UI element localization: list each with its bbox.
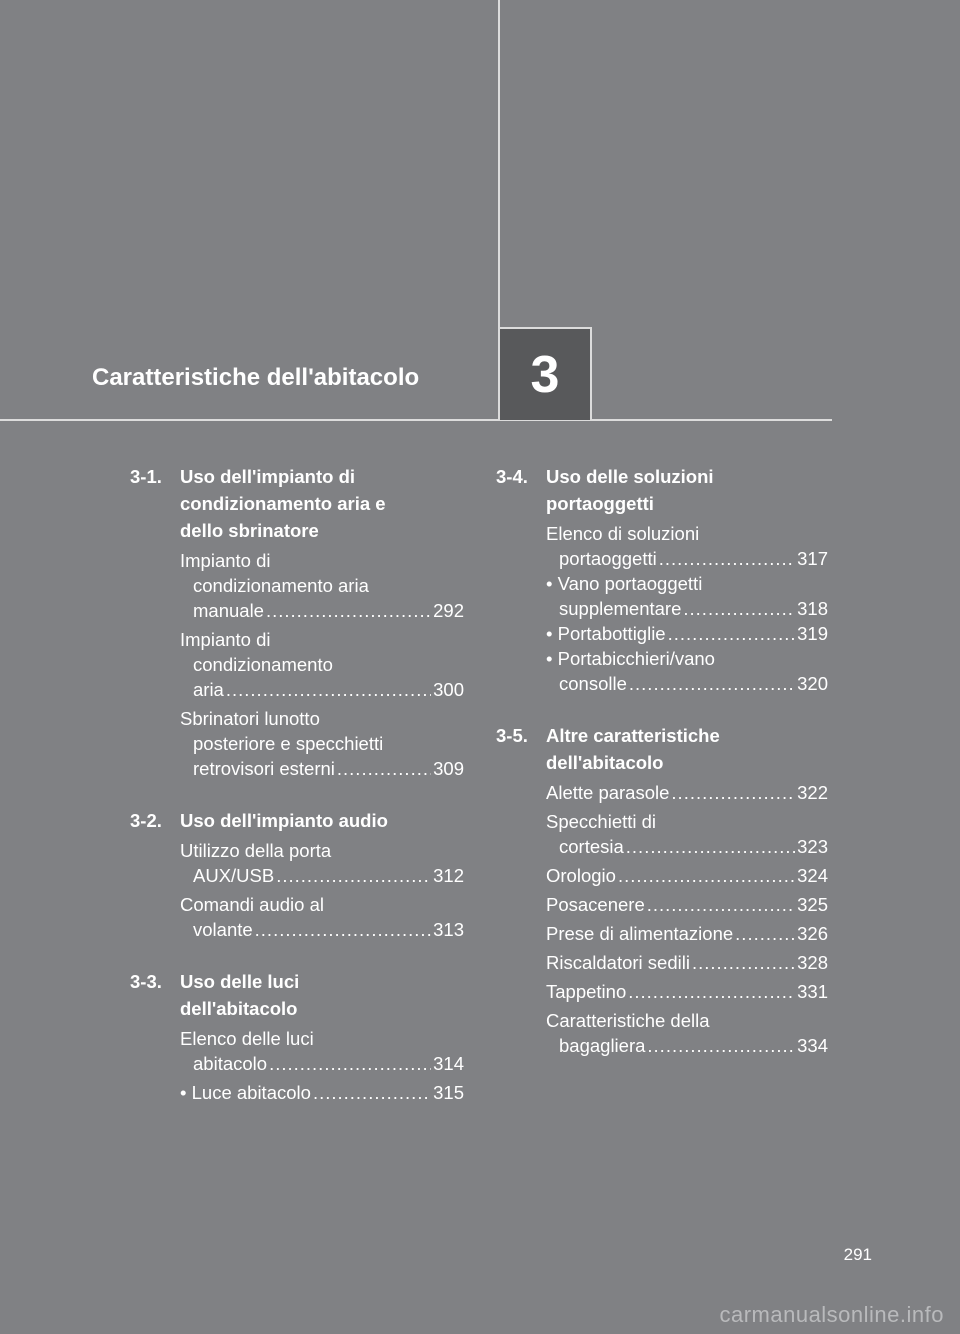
entry-page-number: 312 bbox=[433, 865, 464, 886]
entry-line bbox=[546, 646, 828, 671]
entry-page-number: 328 bbox=[797, 952, 828, 973]
entry-text: Caratteristiche della bbox=[546, 1010, 710, 1031]
entry-line bbox=[180, 627, 464, 652]
entry-text: Comandi audio al bbox=[180, 894, 324, 915]
chapter-number-tab bbox=[498, 327, 592, 420]
entry-page-number: 318 bbox=[797, 598, 828, 619]
entry-line bbox=[546, 671, 828, 696]
toc-right-column bbox=[496, 463, 828, 1084]
entry-list bbox=[130, 548, 464, 781]
entry-line bbox=[546, 834, 828, 859]
toc-entry[interactable] bbox=[546, 950, 828, 975]
entry-page-number: 292 bbox=[433, 600, 464, 621]
section-number: 3-5. bbox=[496, 725, 528, 746]
dot-leader bbox=[659, 546, 795, 571]
dot-leader bbox=[647, 892, 795, 917]
entry-line bbox=[546, 596, 828, 621]
entry-text: abitacolo bbox=[193, 1053, 268, 1074]
page-number: 291 bbox=[843, 1245, 872, 1264]
entry-page-number: 314 bbox=[433, 1053, 464, 1074]
entry-text: aria bbox=[193, 679, 224, 700]
dot-leader bbox=[628, 979, 795, 1004]
entry-page-number: 323 bbox=[797, 836, 828, 857]
entry-text: Riscaldatori sedili bbox=[546, 952, 690, 973]
entry-list bbox=[496, 780, 828, 1058]
dot-leader bbox=[276, 863, 431, 888]
entry-text: Posacenere bbox=[546, 894, 645, 915]
section-title-line: Uso delle luci bbox=[180, 971, 300, 992]
entry-text: Alette parasole bbox=[546, 782, 670, 803]
section-number: 3-1. bbox=[130, 466, 162, 487]
toc-entry[interactable] bbox=[546, 892, 828, 917]
entry-text: Orologio bbox=[546, 865, 616, 886]
section-title bbox=[180, 968, 299, 1022]
entry-line bbox=[180, 863, 464, 888]
toc-entry[interactable] bbox=[180, 892, 464, 942]
entry-line bbox=[546, 546, 828, 571]
section-title bbox=[546, 722, 720, 776]
header-rule bbox=[0, 419, 832, 421]
entry-line bbox=[546, 1033, 828, 1058]
entry-text: portaoggetti bbox=[559, 548, 657, 569]
entry-line bbox=[546, 521, 828, 546]
entry-text: • Luce abitacolo bbox=[180, 1082, 311, 1103]
dot-leader bbox=[668, 621, 796, 646]
entry-page-number: 320 bbox=[797, 673, 828, 694]
toc-entry[interactable] bbox=[180, 838, 464, 888]
section-heading[interactable] bbox=[130, 807, 464, 834]
entry-line bbox=[180, 1026, 464, 1051]
toc-entry[interactable] bbox=[546, 921, 828, 946]
toc-entry[interactable] bbox=[180, 548, 464, 623]
entry-text: supplementare bbox=[559, 598, 682, 619]
vertical-rule bbox=[498, 0, 500, 330]
entry-page-number: 326 bbox=[797, 923, 828, 944]
entry-line bbox=[546, 863, 828, 888]
entry-text: volante bbox=[193, 919, 253, 940]
entry-page-number: 313 bbox=[433, 919, 464, 940]
entry-page-number: 309 bbox=[433, 758, 464, 779]
toc-entry[interactable] bbox=[546, 863, 828, 888]
section-heading[interactable] bbox=[130, 463, 464, 544]
entry-text: Impianto di bbox=[180, 629, 271, 650]
section-title-line: dell'abitacolo bbox=[180, 998, 298, 1019]
entry-line bbox=[180, 573, 464, 598]
watermark: carmanualsonline.info bbox=[719, 1302, 944, 1327]
dot-leader bbox=[626, 834, 795, 859]
toc-entry[interactable] bbox=[546, 621, 828, 646]
entry-line bbox=[546, 809, 828, 834]
toc-section bbox=[130, 463, 464, 781]
entry-text: AUX/USB bbox=[193, 865, 275, 886]
toc-section bbox=[130, 807, 464, 942]
section-title-line: Uso dell'impianto audio bbox=[180, 810, 388, 831]
entry-line bbox=[546, 979, 828, 1004]
entry-line bbox=[546, 571, 828, 596]
entry-page-number: 331 bbox=[797, 981, 828, 1002]
entry-text: • Portabicchieri/vano bbox=[546, 648, 715, 669]
entry-line bbox=[180, 706, 464, 731]
toc-section bbox=[130, 968, 464, 1105]
section-title-line: Uso delle soluzioni bbox=[546, 466, 714, 487]
entry-text: Elenco di soluzioni bbox=[546, 523, 700, 544]
entry-line bbox=[180, 1051, 464, 1076]
dot-leader bbox=[683, 596, 795, 621]
section-heading[interactable] bbox=[496, 722, 828, 776]
section-number: 3-3. bbox=[130, 971, 162, 992]
dot-leader bbox=[226, 677, 431, 702]
entry-text: condizionamento bbox=[193, 654, 333, 675]
toc-section bbox=[496, 463, 828, 696]
dot-leader bbox=[255, 917, 431, 942]
entry-text: Sbrinatori lunotto bbox=[180, 708, 320, 729]
dot-leader bbox=[692, 950, 795, 975]
entry-line bbox=[180, 838, 464, 863]
toc-entry[interactable] bbox=[180, 706, 464, 781]
toc-entry[interactable] bbox=[546, 780, 828, 805]
entry-list bbox=[496, 521, 828, 696]
entry-page-number: 317 bbox=[797, 548, 828, 569]
toc-entry[interactable] bbox=[546, 809, 828, 859]
entry-text: Impianto di bbox=[180, 550, 271, 571]
section-title bbox=[546, 463, 714, 517]
dot-leader bbox=[313, 1080, 431, 1105]
entry-line bbox=[180, 548, 464, 573]
entry-page-number: 322 bbox=[797, 782, 828, 803]
entry-page-number: 334 bbox=[797, 1035, 828, 1056]
dot-leader bbox=[618, 863, 795, 888]
section-title-line: dell'abitacolo bbox=[546, 752, 664, 773]
dot-leader bbox=[337, 756, 431, 781]
entry-text: retrovisori esterni bbox=[193, 758, 335, 779]
toc-entry[interactable] bbox=[546, 571, 828, 621]
chapter-title: Caratteristiche dell'abitacolo bbox=[92, 364, 420, 391]
dot-leader bbox=[735, 921, 795, 946]
entry-page-number: 319 bbox=[797, 623, 828, 644]
dot-leader bbox=[647, 1033, 795, 1058]
section-title bbox=[180, 463, 386, 544]
toc-entry[interactable] bbox=[546, 1008, 828, 1058]
entry-text: consolle bbox=[559, 673, 627, 694]
entry-text: Prese di alimentazione bbox=[546, 923, 734, 944]
section-heading[interactable] bbox=[496, 463, 828, 517]
entry-line bbox=[180, 731, 464, 756]
entry-line bbox=[180, 598, 464, 623]
entry-line bbox=[546, 950, 828, 975]
entry-line bbox=[546, 780, 828, 805]
section-title-line: portaoggetti bbox=[546, 493, 654, 514]
entry-text: Tappetino bbox=[546, 981, 627, 1002]
entry-text: manuale bbox=[193, 600, 264, 621]
toc-entry[interactable] bbox=[180, 1080, 464, 1105]
section-title-line: dello sbrinatore bbox=[180, 520, 319, 541]
toc-left-column bbox=[130, 463, 464, 1131]
entry-line bbox=[546, 621, 828, 646]
entry-line bbox=[180, 677, 464, 702]
toc-entry[interactable] bbox=[546, 521, 828, 571]
entry-list bbox=[130, 838, 464, 942]
entry-line bbox=[546, 921, 828, 946]
entry-text: Utilizzo della porta bbox=[180, 840, 332, 861]
entry-text: Specchietti di bbox=[546, 811, 657, 832]
section-title bbox=[180, 807, 388, 834]
section-number: 3-2. bbox=[130, 810, 162, 831]
entry-line bbox=[180, 917, 464, 942]
entry-text: • Portabottiglie bbox=[546, 623, 666, 644]
entry-line bbox=[180, 756, 464, 781]
entry-text: bagagliera bbox=[559, 1035, 646, 1056]
toc-entry[interactable] bbox=[546, 979, 828, 1004]
entry-text: condizionamento aria bbox=[193, 575, 369, 596]
dot-leader bbox=[266, 598, 431, 623]
section-heading[interactable] bbox=[130, 968, 464, 1022]
chapter-number: 3 bbox=[530, 345, 560, 404]
toc-entry[interactable] bbox=[180, 627, 464, 702]
entry-page-number: 300 bbox=[433, 679, 464, 700]
entry-text: Elenco delle luci bbox=[180, 1028, 314, 1049]
toc-section bbox=[496, 722, 828, 1058]
dot-leader bbox=[629, 671, 795, 696]
dot-leader bbox=[269, 1051, 431, 1076]
entry-line bbox=[180, 1080, 464, 1105]
entry-line bbox=[180, 892, 464, 917]
entry-list bbox=[130, 1026, 464, 1105]
entry-line bbox=[546, 892, 828, 917]
entry-line bbox=[546, 1008, 828, 1033]
entry-page-number: 315 bbox=[433, 1082, 464, 1103]
toc-entry[interactable] bbox=[180, 1026, 464, 1076]
section-title-line: Altre caratteristiche bbox=[546, 725, 720, 746]
entry-text: • Vano portaoggetti bbox=[546, 573, 703, 594]
toc-entry[interactable] bbox=[546, 646, 828, 696]
dot-leader bbox=[671, 780, 795, 805]
section-number: 3-4. bbox=[496, 466, 528, 487]
entry-text: cortesia bbox=[559, 836, 624, 857]
section-title-line: condizionamento aria e bbox=[180, 493, 386, 514]
entry-page-number: 324 bbox=[797, 865, 828, 886]
section-title-line: Uso dell'impianto di bbox=[180, 466, 356, 487]
entry-text: posteriore e specchietti bbox=[193, 733, 384, 754]
entry-line bbox=[180, 652, 464, 677]
entry-page-number: 325 bbox=[797, 894, 828, 915]
